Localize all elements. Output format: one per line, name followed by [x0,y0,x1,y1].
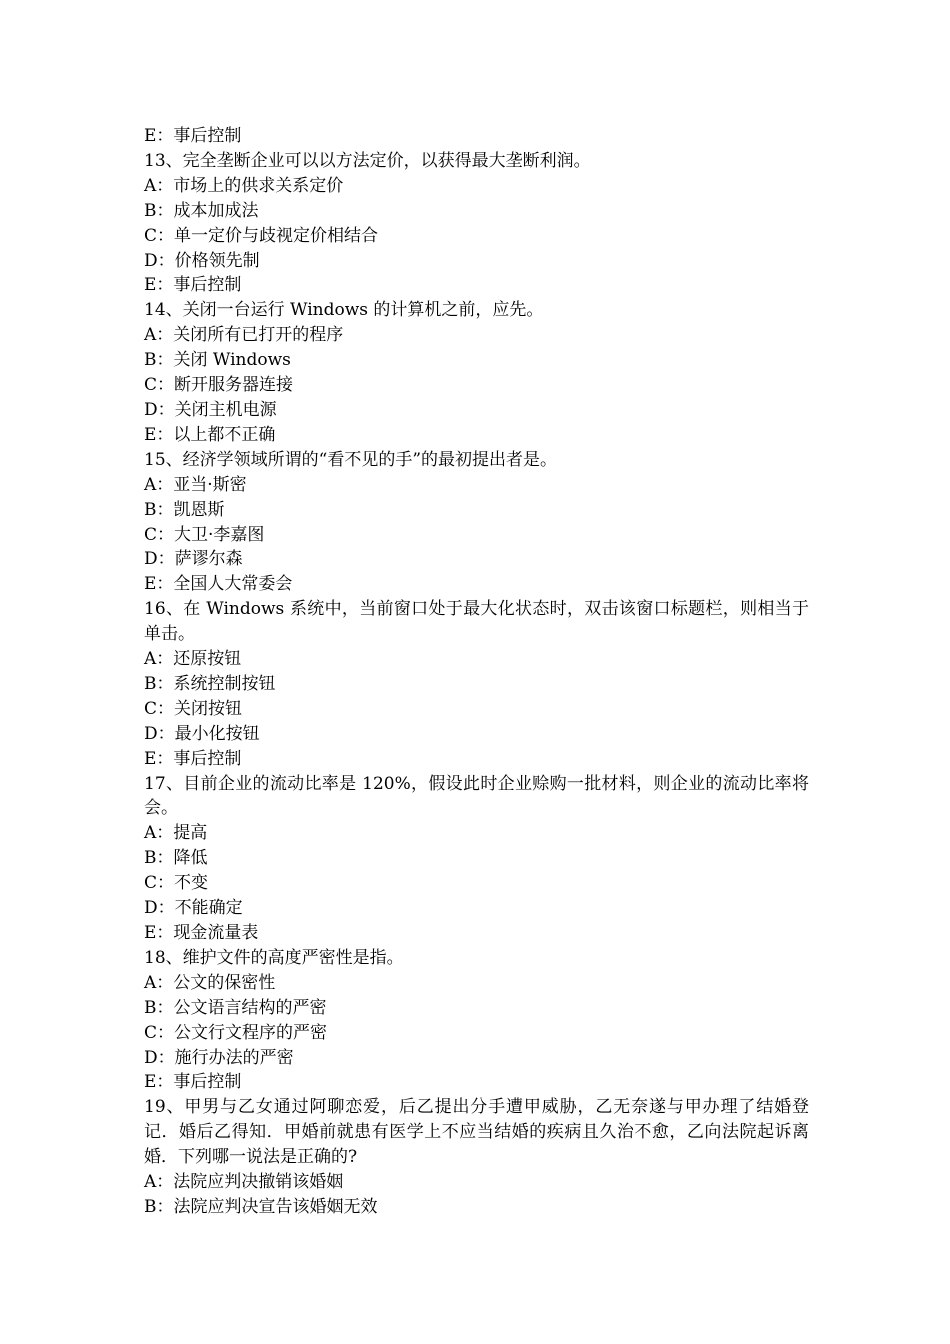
option-13e-prev: E：事后控制 [144,126,242,146]
option-17b: B：降低 [144,848,208,869]
option-18b: B：公文语言结构的严密 [144,997,327,1018]
option-15c: C：大卫·李嘉图 [144,524,265,545]
option-14e: E：以上都不正确 [144,424,276,445]
option-14c: C：断开服务器连接 [144,375,294,396]
option-14a: A：关闭所有已打开的程序 [144,325,344,346]
option-19a: A：法院应判决撤销该婚姻 [144,1172,344,1193]
option-16d: D：最小化按钮 [144,723,260,744]
option-17c: C：不变 [144,873,209,894]
option-18d: D：施行办法的严密 [144,1047,294,1068]
question-14: 14、关闭一台运行 Windows 的计算机之前，应先。 [144,300,544,321]
question-13: 13、完全垄断企业可以以方法定价，以获得最大垄断利润。 [144,150,591,171]
option-13a: A：市场上的供求关系定价 [144,175,344,196]
option-17d: D：不能确定 [144,898,243,919]
option-18c: C：公文行文程序的严密 [144,1022,328,1043]
option-15b: B：凯恩斯 [144,499,225,520]
option-14b: B：关闭 Windows [144,350,291,371]
document-page [144,124,809,1220]
question-17: 17、目前企业的流动比率是 120%，假设此时企业赊购一批材料，则企业的流动比率将会。 [144,773,809,819]
option-17a: A：提高 [144,823,208,844]
option-14d: D：关闭主机电源 [144,399,277,420]
option-13c: C：单一定价与歧视定价相结合 [144,225,379,246]
question-18: 18、维护文件的高度严密性是指。 [144,947,404,968]
option-16a: A：还原按钮 [144,649,242,670]
option-15e: E：全国人大常委会 [144,574,293,595]
option-13d: D：价格领先制 [144,250,260,271]
option-18e: E：事后控制 [144,1072,242,1093]
option-13e: E：事后控制 [144,275,242,296]
question-19: 19、甲男与乙女通过阿聊恋爱，后乙提出分手遭甲威胁，乙无奈遂与甲办理了结婚登记．婚后乙得知．甲婚前就患有医学上不应当结婚的疾病且久治不愈，乙向法院起诉离婚．下列哪一说法是正确的? [144,1097,809,1168]
option-15a: A：亚当·斯密 [144,474,247,495]
option-16e: E：事后控制 [144,748,242,769]
option-13b: B：成本加成法 [144,200,259,221]
question-16: 16、在 Windows 系统中，当前窗口处于最大化状态时，双击该窗口标题栏，则相当于单击。 [144,599,809,645]
option-19b: B：法院应判决宣告该婚姻无效 [144,1196,378,1217]
option-15d: D：萨谬尔森 [144,549,243,570]
option-18a: A：公文的保密性 [144,972,276,993]
option-17e: E：现金流量表 [144,923,259,943]
option-16c: C：关闭按钮 [144,698,243,719]
question-15: 15、经济学领域所谓的“看不见的手”的最初提出者是。 [144,449,558,470]
option-16b: B：系统控制按钮 [144,673,276,694]
